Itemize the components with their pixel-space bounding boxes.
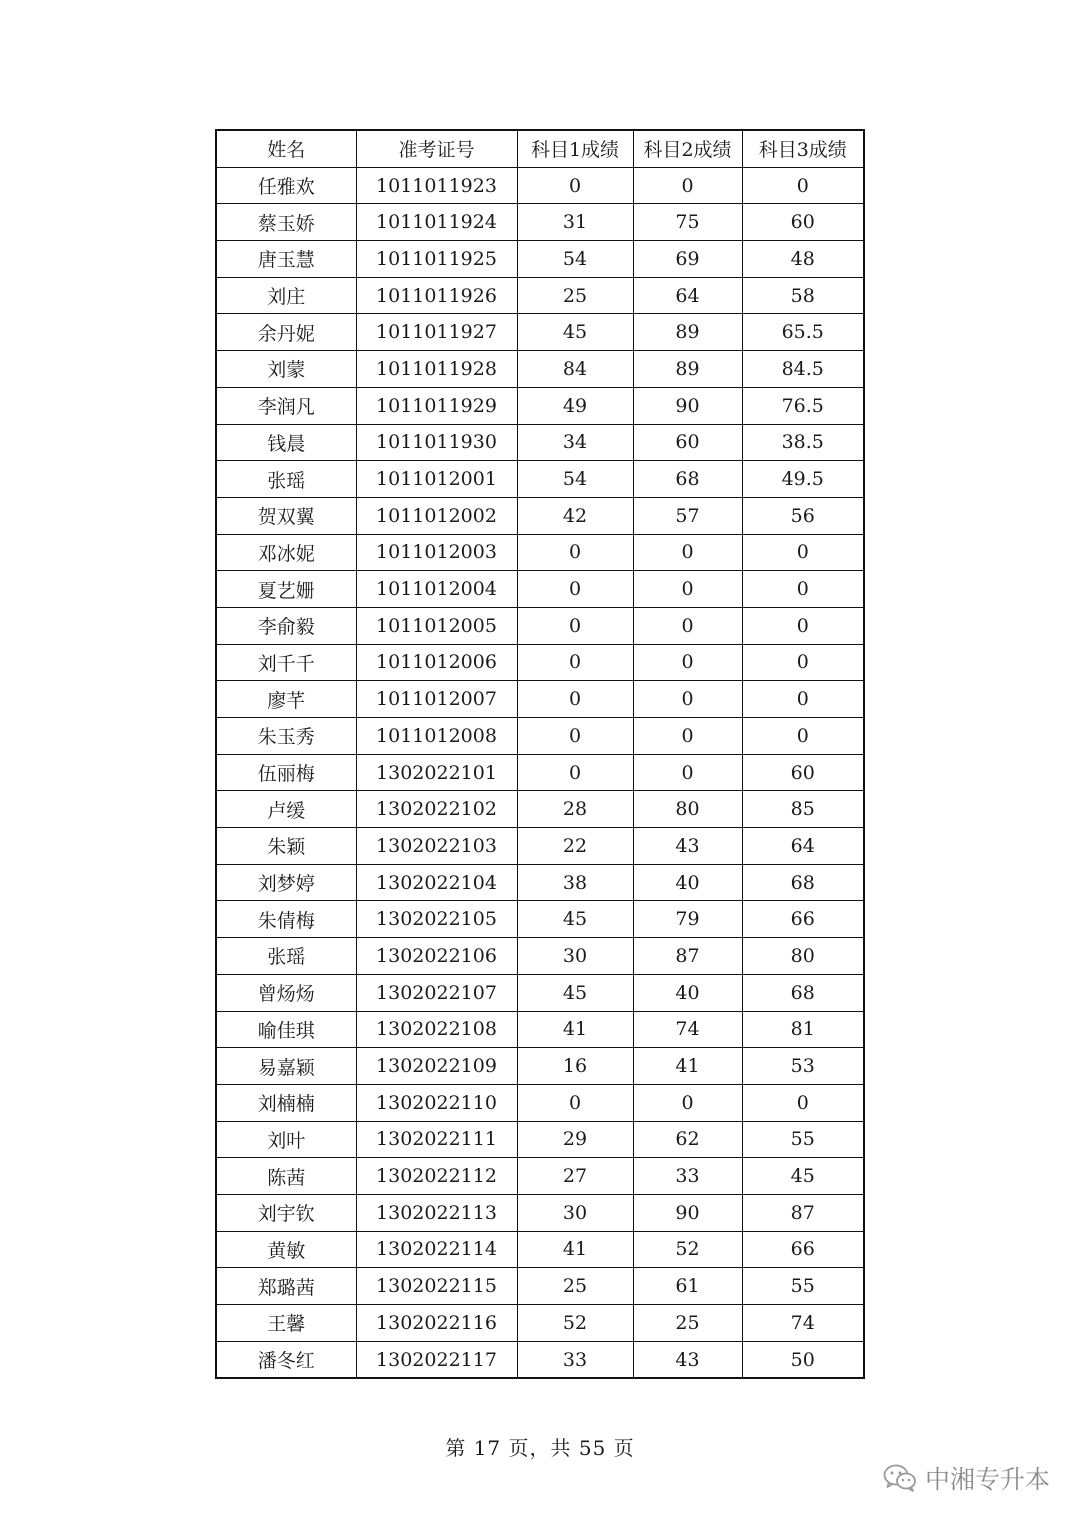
cell-name: 易嘉颖 <box>216 1048 356 1085</box>
cell-subject2-score: 89 <box>633 351 742 388</box>
cell-name: 刘蒙 <box>216 351 356 388</box>
cell-exam-id: 1011012005 <box>356 607 517 644</box>
cell-subject2-score: 0 <box>633 681 742 718</box>
cell-subject1-score: 34 <box>517 424 633 461</box>
cell-exam-id: 1011012007 <box>356 681 517 718</box>
cell-exam-id: 1302022114 <box>356 1231 517 1268</box>
cell-subject1-score: 0 <box>517 1084 633 1121</box>
table-body <box>216 167 864 1378</box>
cell-subject2-score: 62 <box>633 1121 742 1158</box>
cell-subject1-score: 38 <box>517 864 633 901</box>
cell-name: 卢缓 <box>216 791 356 828</box>
cell-subject3-score: 0 <box>742 681 864 718</box>
cell-subject2-score: 41 <box>633 1048 742 1085</box>
cell-subject1-score: 41 <box>517 1231 633 1268</box>
table-row <box>216 1194 864 1231</box>
cell-subject2-score: 52 <box>633 1231 742 1268</box>
cell-subject1-score: 41 <box>517 1011 633 1048</box>
cell-subject2-score: 40 <box>633 974 742 1011</box>
cell-exam-id: 1011012004 <box>356 571 517 608</box>
cell-subject3-score: 84.5 <box>742 351 864 388</box>
cell-name: 郑璐茜 <box>216 1268 356 1305</box>
cell-subject1-score: 0 <box>517 644 633 681</box>
cell-subject3-score: 81 <box>742 1011 864 1048</box>
watermark <box>883 1460 1050 1496</box>
table-row <box>216 791 864 828</box>
cell-subject3-score: 66 <box>742 901 864 938</box>
cell-subject1-score: 0 <box>517 534 633 571</box>
cell-subject2-score: 0 <box>633 534 742 571</box>
cell-subject2-score: 57 <box>633 497 742 534</box>
cell-subject3-score: 55 <box>742 1121 864 1158</box>
cell-subject3-score: 45 <box>742 1158 864 1195</box>
cell-subject2-score: 79 <box>633 901 742 938</box>
cell-subject1-score: 30 <box>517 938 633 975</box>
table-row <box>216 828 864 865</box>
cell-exam-id: 1011012002 <box>356 497 517 534</box>
cell-subject1-score: 54 <box>517 241 633 278</box>
cell-subject2-score: 75 <box>633 204 742 241</box>
cell-name: 曾炀炀 <box>216 974 356 1011</box>
cell-subject2-score: 74 <box>633 1011 742 1048</box>
cell-subject2-score: 0 <box>633 754 742 791</box>
cell-exam-id: 1011011929 <box>356 387 517 424</box>
cell-name: 伍丽梅 <box>216 754 356 791</box>
cell-subject1-score: 22 <box>517 828 633 865</box>
cell-exam-id: 1302022107 <box>356 974 517 1011</box>
table-row <box>216 681 864 718</box>
cell-name: 张瑶 <box>216 461 356 498</box>
score-table <box>215 129 865 1379</box>
cell-subject2-score: 40 <box>633 864 742 901</box>
cell-subject3-score: 58 <box>742 277 864 314</box>
cell-subject1-score: 45 <box>517 974 633 1011</box>
table-row <box>216 461 864 498</box>
cell-subject3-score: 60 <box>742 754 864 791</box>
cell-subject2-score: 87 <box>633 938 742 975</box>
cell-subject1-score: 0 <box>517 718 633 755</box>
cell-subject2-score: 90 <box>633 387 742 424</box>
cell-subject1-score: 25 <box>517 1268 633 1305</box>
table-row <box>216 387 864 424</box>
cell-name: 刘梦婷 <box>216 864 356 901</box>
cell-exam-id: 1302022113 <box>356 1194 517 1231</box>
cell-name: 邓冰妮 <box>216 534 356 571</box>
cell-exam-id: 1011012003 <box>356 534 517 571</box>
cell-exam-id: 1302022112 <box>356 1158 517 1195</box>
table-row <box>216 1341 864 1378</box>
table-row <box>216 314 864 351</box>
cell-subject2-score: 43 <box>633 1341 742 1378</box>
page-number: 第 17 页，共 55 页 <box>445 1436 635 1460</box>
cell-subject3-score: 56 <box>742 497 864 534</box>
table-row <box>216 1158 864 1195</box>
cell-name: 刘叶 <box>216 1121 356 1158</box>
cell-name: 贺双翼 <box>216 497 356 534</box>
cell-subject3-score: 87 <box>742 1194 864 1231</box>
cell-subject3-score: 48 <box>742 241 864 278</box>
cell-exam-id: 1302022117 <box>356 1341 517 1378</box>
cell-subject1-score: 0 <box>517 167 633 204</box>
cell-subject1-score: 29 <box>517 1121 633 1158</box>
wechat-icon <box>883 1464 917 1492</box>
cell-subject1-score: 54 <box>517 461 633 498</box>
cell-subject1-score: 52 <box>517 1305 633 1342</box>
cell-subject3-score: 49.5 <box>742 461 864 498</box>
cell-name: 潘冬红 <box>216 1341 356 1378</box>
cell-name: 刘千千 <box>216 644 356 681</box>
cell-name: 朱倩梅 <box>216 901 356 938</box>
table-row <box>216 167 864 204</box>
cell-subject3-score: 80 <box>742 938 864 975</box>
table-row <box>216 204 864 241</box>
header-subject1-score: 科目1成绩 <box>517 130 633 167</box>
cell-subject3-score: 68 <box>742 974 864 1011</box>
cell-name: 刘宇钦 <box>216 1194 356 1231</box>
cell-subject1-score: 84 <box>517 351 633 388</box>
table-row <box>216 1048 864 1085</box>
cell-subject2-score: 43 <box>633 828 742 865</box>
cell-subject1-score: 0 <box>517 754 633 791</box>
cell-name: 蔡玉娇 <box>216 204 356 241</box>
cell-subject1-score: 0 <box>517 571 633 608</box>
cell-subject1-score: 49 <box>517 387 633 424</box>
cell-subject2-score: 0 <box>633 718 742 755</box>
table-row <box>216 1231 864 1268</box>
cell-subject2-score: 25 <box>633 1305 742 1342</box>
cell-exam-id: 1302022116 <box>356 1305 517 1342</box>
cell-subject2-score: 0 <box>633 607 742 644</box>
cell-name: 任雅欢 <box>216 167 356 204</box>
table-row <box>216 571 864 608</box>
cell-exam-id: 1302022110 <box>356 1084 517 1121</box>
cell-exam-id: 1011012001 <box>356 461 517 498</box>
cell-name: 廖芊 <box>216 681 356 718</box>
cell-subject3-score: 85 <box>742 791 864 828</box>
table-row <box>216 607 864 644</box>
cell-subject1-score: 31 <box>517 204 633 241</box>
cell-name: 唐玉慧 <box>216 241 356 278</box>
cell-name: 喻佳琪 <box>216 1011 356 1048</box>
cell-name: 张瑶 <box>216 938 356 975</box>
cell-subject3-score: 64 <box>742 828 864 865</box>
header-subject2-score: 科目2成绩 <box>633 130 742 167</box>
cell-subject2-score: 80 <box>633 791 742 828</box>
cell-name: 朱玉秀 <box>216 718 356 755</box>
table-row <box>216 1084 864 1121</box>
cell-name: 陈茜 <box>216 1158 356 1195</box>
cell-subject1-score: 0 <box>517 681 633 718</box>
cell-name: 夏艺姗 <box>216 571 356 608</box>
cell-exam-id: 1011011923 <box>356 167 517 204</box>
cell-subject2-score: 64 <box>633 277 742 314</box>
cell-name: 刘庄 <box>216 277 356 314</box>
cell-subject3-score: 0 <box>742 167 864 204</box>
cell-exam-id: 1011011924 <box>356 204 517 241</box>
table-row <box>216 718 864 755</box>
table-row <box>216 864 864 901</box>
cell-subject3-score: 68 <box>742 864 864 901</box>
cell-subject3-score: 0 <box>742 607 864 644</box>
cell-exam-id: 1011011928 <box>356 351 517 388</box>
cell-exam-id: 1011012008 <box>356 718 517 755</box>
cell-exam-id: 1302022111 <box>356 1121 517 1158</box>
table-row <box>216 1011 864 1048</box>
table-row <box>216 1121 864 1158</box>
cell-subject3-score: 60 <box>742 204 864 241</box>
cell-subject3-score: 0 <box>742 534 864 571</box>
cell-exam-id: 1011011925 <box>356 241 517 278</box>
cell-subject2-score: 90 <box>633 1194 742 1231</box>
cell-subject2-score: 60 <box>633 424 742 461</box>
cell-subject2-score: 0 <box>633 644 742 681</box>
cell-exam-id: 1302022102 <box>356 791 517 828</box>
header-subject3-score: 科目3成绩 <box>742 130 864 167</box>
cell-subject3-score: 38.5 <box>742 424 864 461</box>
cell-subject3-score: 0 <box>742 1084 864 1121</box>
table-row <box>216 754 864 791</box>
cell-subject1-score: 33 <box>517 1341 633 1378</box>
cell-subject2-score: 89 <box>633 314 742 351</box>
cell-exam-id: 1302022108 <box>356 1011 517 1048</box>
cell-subject2-score: 0 <box>633 571 742 608</box>
cell-subject3-score: 74 <box>742 1305 864 1342</box>
cell-subject3-score: 65.5 <box>742 314 864 351</box>
cell-name: 刘楠楠 <box>216 1084 356 1121</box>
cell-subject2-score: 61 <box>633 1268 742 1305</box>
watermark-text: 中湘专升本 <box>924 1465 1050 1494</box>
table-row <box>216 1268 864 1305</box>
cell-subject1-score: 45 <box>517 901 633 938</box>
cell-subject1-score: 42 <box>517 497 633 534</box>
cell-name: 李俞毅 <box>216 607 356 644</box>
cell-subject1-score: 30 <box>517 1194 633 1231</box>
table-row <box>216 497 864 534</box>
table-row <box>216 277 864 314</box>
cell-subject3-score: 0 <box>742 644 864 681</box>
cell-subject2-score: 33 <box>633 1158 742 1195</box>
cell-exam-id: 1302022115 <box>356 1268 517 1305</box>
header-row <box>216 130 864 167</box>
table-row <box>216 1305 864 1342</box>
cell-name: 朱颖 <box>216 828 356 865</box>
cell-subject1-score: 16 <box>517 1048 633 1085</box>
cell-exam-id: 1302022104 <box>356 864 517 901</box>
cell-subject2-score: 69 <box>633 241 742 278</box>
cell-subject3-score: 50 <box>742 1341 864 1378</box>
table-row <box>216 938 864 975</box>
cell-name: 王馨 <box>216 1305 356 1342</box>
cell-name: 黄敏 <box>216 1231 356 1268</box>
cell-subject2-score: 0 <box>633 1084 742 1121</box>
table-row <box>216 351 864 388</box>
cell-name: 钱晨 <box>216 424 356 461</box>
cell-subject3-score: 55 <box>742 1268 864 1305</box>
cell-exam-id: 1302022103 <box>356 828 517 865</box>
table-row <box>216 644 864 681</box>
table-row <box>216 974 864 1011</box>
table-row <box>216 241 864 278</box>
cell-name: 李润凡 <box>216 387 356 424</box>
cell-exam-id: 1011011926 <box>356 277 517 314</box>
cell-name: 余丹妮 <box>216 314 356 351</box>
cell-subject1-score: 27 <box>517 1158 633 1195</box>
cell-subject3-score: 53 <box>742 1048 864 1085</box>
cell-exam-id: 1011011930 <box>356 424 517 461</box>
cell-exam-id: 1011011927 <box>356 314 517 351</box>
cell-subject2-score: 68 <box>633 461 742 498</box>
cell-subject3-score: 66 <box>742 1231 864 1268</box>
table-row <box>216 424 864 461</box>
cell-subject3-score: 76.5 <box>742 387 864 424</box>
cell-subject1-score: 28 <box>517 791 633 828</box>
cell-subject2-score: 0 <box>633 167 742 204</box>
cell-subject3-score: 0 <box>742 571 864 608</box>
table-row <box>216 534 864 571</box>
cell-exam-id: 1302022106 <box>356 938 517 975</box>
cell-subject1-score: 0 <box>517 607 633 644</box>
cell-subject1-score: 45 <box>517 314 633 351</box>
cell-subject1-score: 25 <box>517 277 633 314</box>
table-row <box>216 901 864 938</box>
cell-exam-id: 1302022101 <box>356 754 517 791</box>
header-exam-id: 准考证号 <box>356 130 517 167</box>
cell-exam-id: 1302022105 <box>356 901 517 938</box>
header-name: 姓名 <box>216 130 356 167</box>
cell-exam-id: 1302022109 <box>356 1048 517 1085</box>
cell-exam-id: 1011012006 <box>356 644 517 681</box>
cell-subject3-score: 0 <box>742 718 864 755</box>
